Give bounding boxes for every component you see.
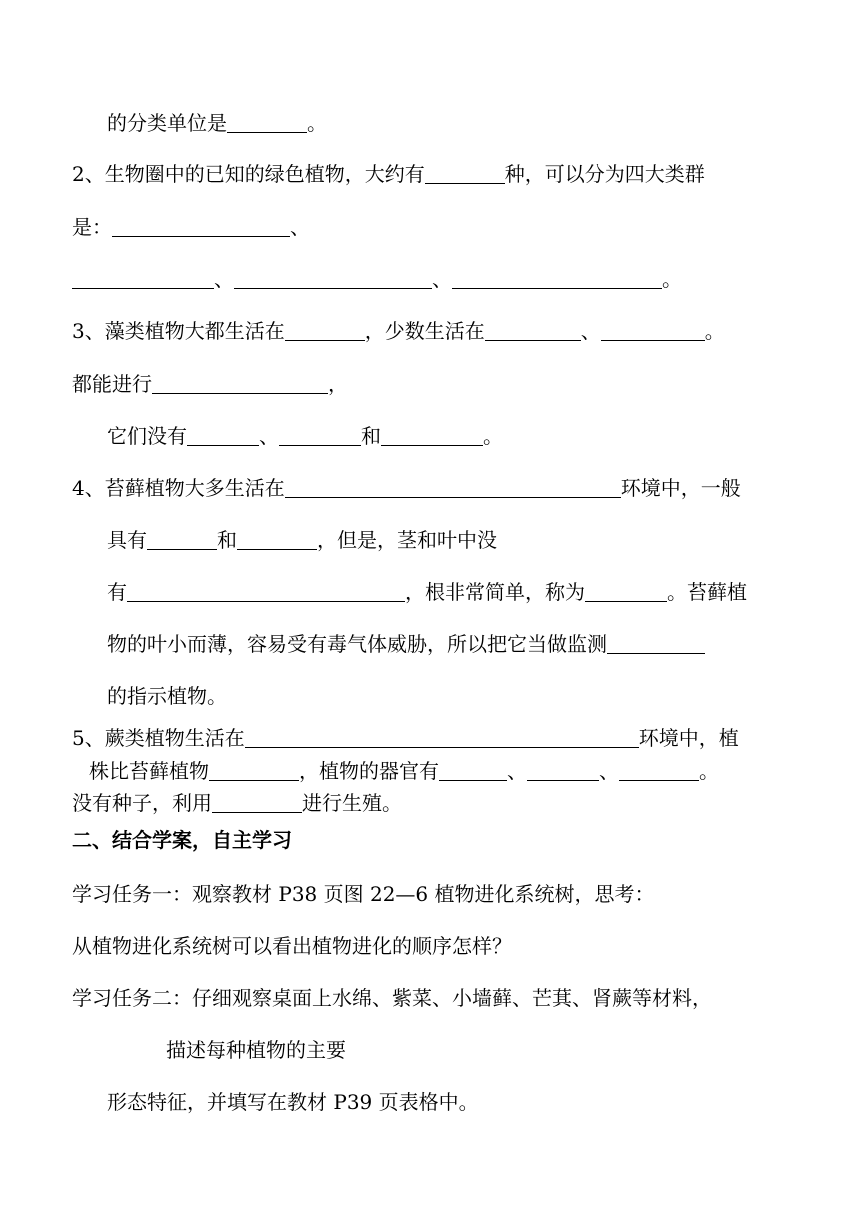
task-two-continue: 描述每种植物的主要 bbox=[166, 1038, 346, 1062]
question-4-line: 4、苔藓植物大多生活在 环境中，一般 bbox=[72, 476, 741, 500]
answer-blank[interactable] bbox=[607, 633, 705, 654]
question-5-reproduction-line: 没有种子，利用 进行生殖。 bbox=[72, 791, 402, 815]
answer-blank[interactable] bbox=[285, 320, 365, 341]
answer-blank[interactable] bbox=[227, 112, 307, 133]
section-two-heading: 二、结合学案，自主学习 bbox=[72, 828, 292, 852]
answer-blank[interactable] bbox=[245, 727, 639, 748]
answer-blank[interactable] bbox=[585, 581, 667, 602]
question-3-line: 3、藻类植物大都生活在 ，少数生活在 、 。 bbox=[72, 319, 725, 343]
answer-blank[interactable] bbox=[381, 425, 483, 446]
answer-blank[interactable] bbox=[425, 163, 505, 184]
task-two-line: 学习任务二：仔细观察桌面上水绵、紫菜、小墙藓、芒萁、肾蕨等材料， bbox=[72, 986, 712, 1010]
answer-blank[interactable] bbox=[187, 425, 259, 446]
answer-blank[interactable] bbox=[619, 760, 699, 781]
answer-blank[interactable] bbox=[147, 529, 217, 550]
answer-blank[interactable] bbox=[237, 529, 317, 550]
question-4-root-line: 有 ，根非常简单，称为 。苔藓植 bbox=[107, 580, 747, 604]
answer-blank[interactable] bbox=[452, 268, 662, 289]
question-2-groups-line-2: 、 、 。 bbox=[72, 265, 682, 293]
question-4-monitor-line: 物的叶小而薄，容易受有毒气体威胁，所以把它当做监测 bbox=[107, 630, 705, 658]
answer-blank[interactable] bbox=[439, 760, 507, 781]
answer-blank[interactable] bbox=[234, 268, 432, 289]
answer-blank[interactable] bbox=[279, 425, 361, 446]
question-3-organs-line: 它们没有 、 和 。 bbox=[107, 424, 503, 448]
answer-blank[interactable] bbox=[209, 760, 299, 781]
answer-blank[interactable] bbox=[285, 477, 621, 498]
question-3-photosynthesis-line: 都能进行 ， bbox=[72, 372, 348, 396]
line-classification-unit: 的分类单位是 。 bbox=[107, 111, 327, 135]
question-5-line: 5、蕨类植物生活在 环境中，植 bbox=[72, 726, 739, 750]
question-2-groups-line: 是： 、 bbox=[72, 215, 310, 239]
question-4-stem-leaf-line: 具有 和 ，但是，茎和叶中没 bbox=[107, 528, 497, 552]
answer-blank[interactable] bbox=[527, 760, 599, 781]
answer-blank[interactable] bbox=[127, 581, 405, 602]
answer-blank[interactable] bbox=[112, 216, 290, 237]
task-one-question: 从植物进化系统树可以看出植物进化的顺序怎样？ bbox=[72, 934, 512, 958]
question-2-line: 2、生物圈中的已知的绿色植物，大约有 种，可以分为四大类群 bbox=[72, 162, 705, 186]
answer-blank[interactable] bbox=[72, 268, 214, 289]
task-two-table-line: 形态特征，并填写在教材 P39 页表格中。 bbox=[107, 1090, 479, 1114]
answer-blank[interactable] bbox=[212, 792, 302, 813]
answer-blank[interactable] bbox=[601, 320, 705, 341]
task-one-line: 学习任务一：观察教材 P38 页图 22—6 植物进化系统树，思考： bbox=[72, 882, 655, 906]
answer-blank[interactable] bbox=[152, 373, 328, 394]
question-5-organs-line: 株比苔藓植物 ，植物的器官有 、 、 。 bbox=[89, 759, 719, 783]
answer-blank[interactable] bbox=[485, 320, 581, 341]
question-4-indicator-line: 的指示植物。 bbox=[107, 684, 227, 708]
